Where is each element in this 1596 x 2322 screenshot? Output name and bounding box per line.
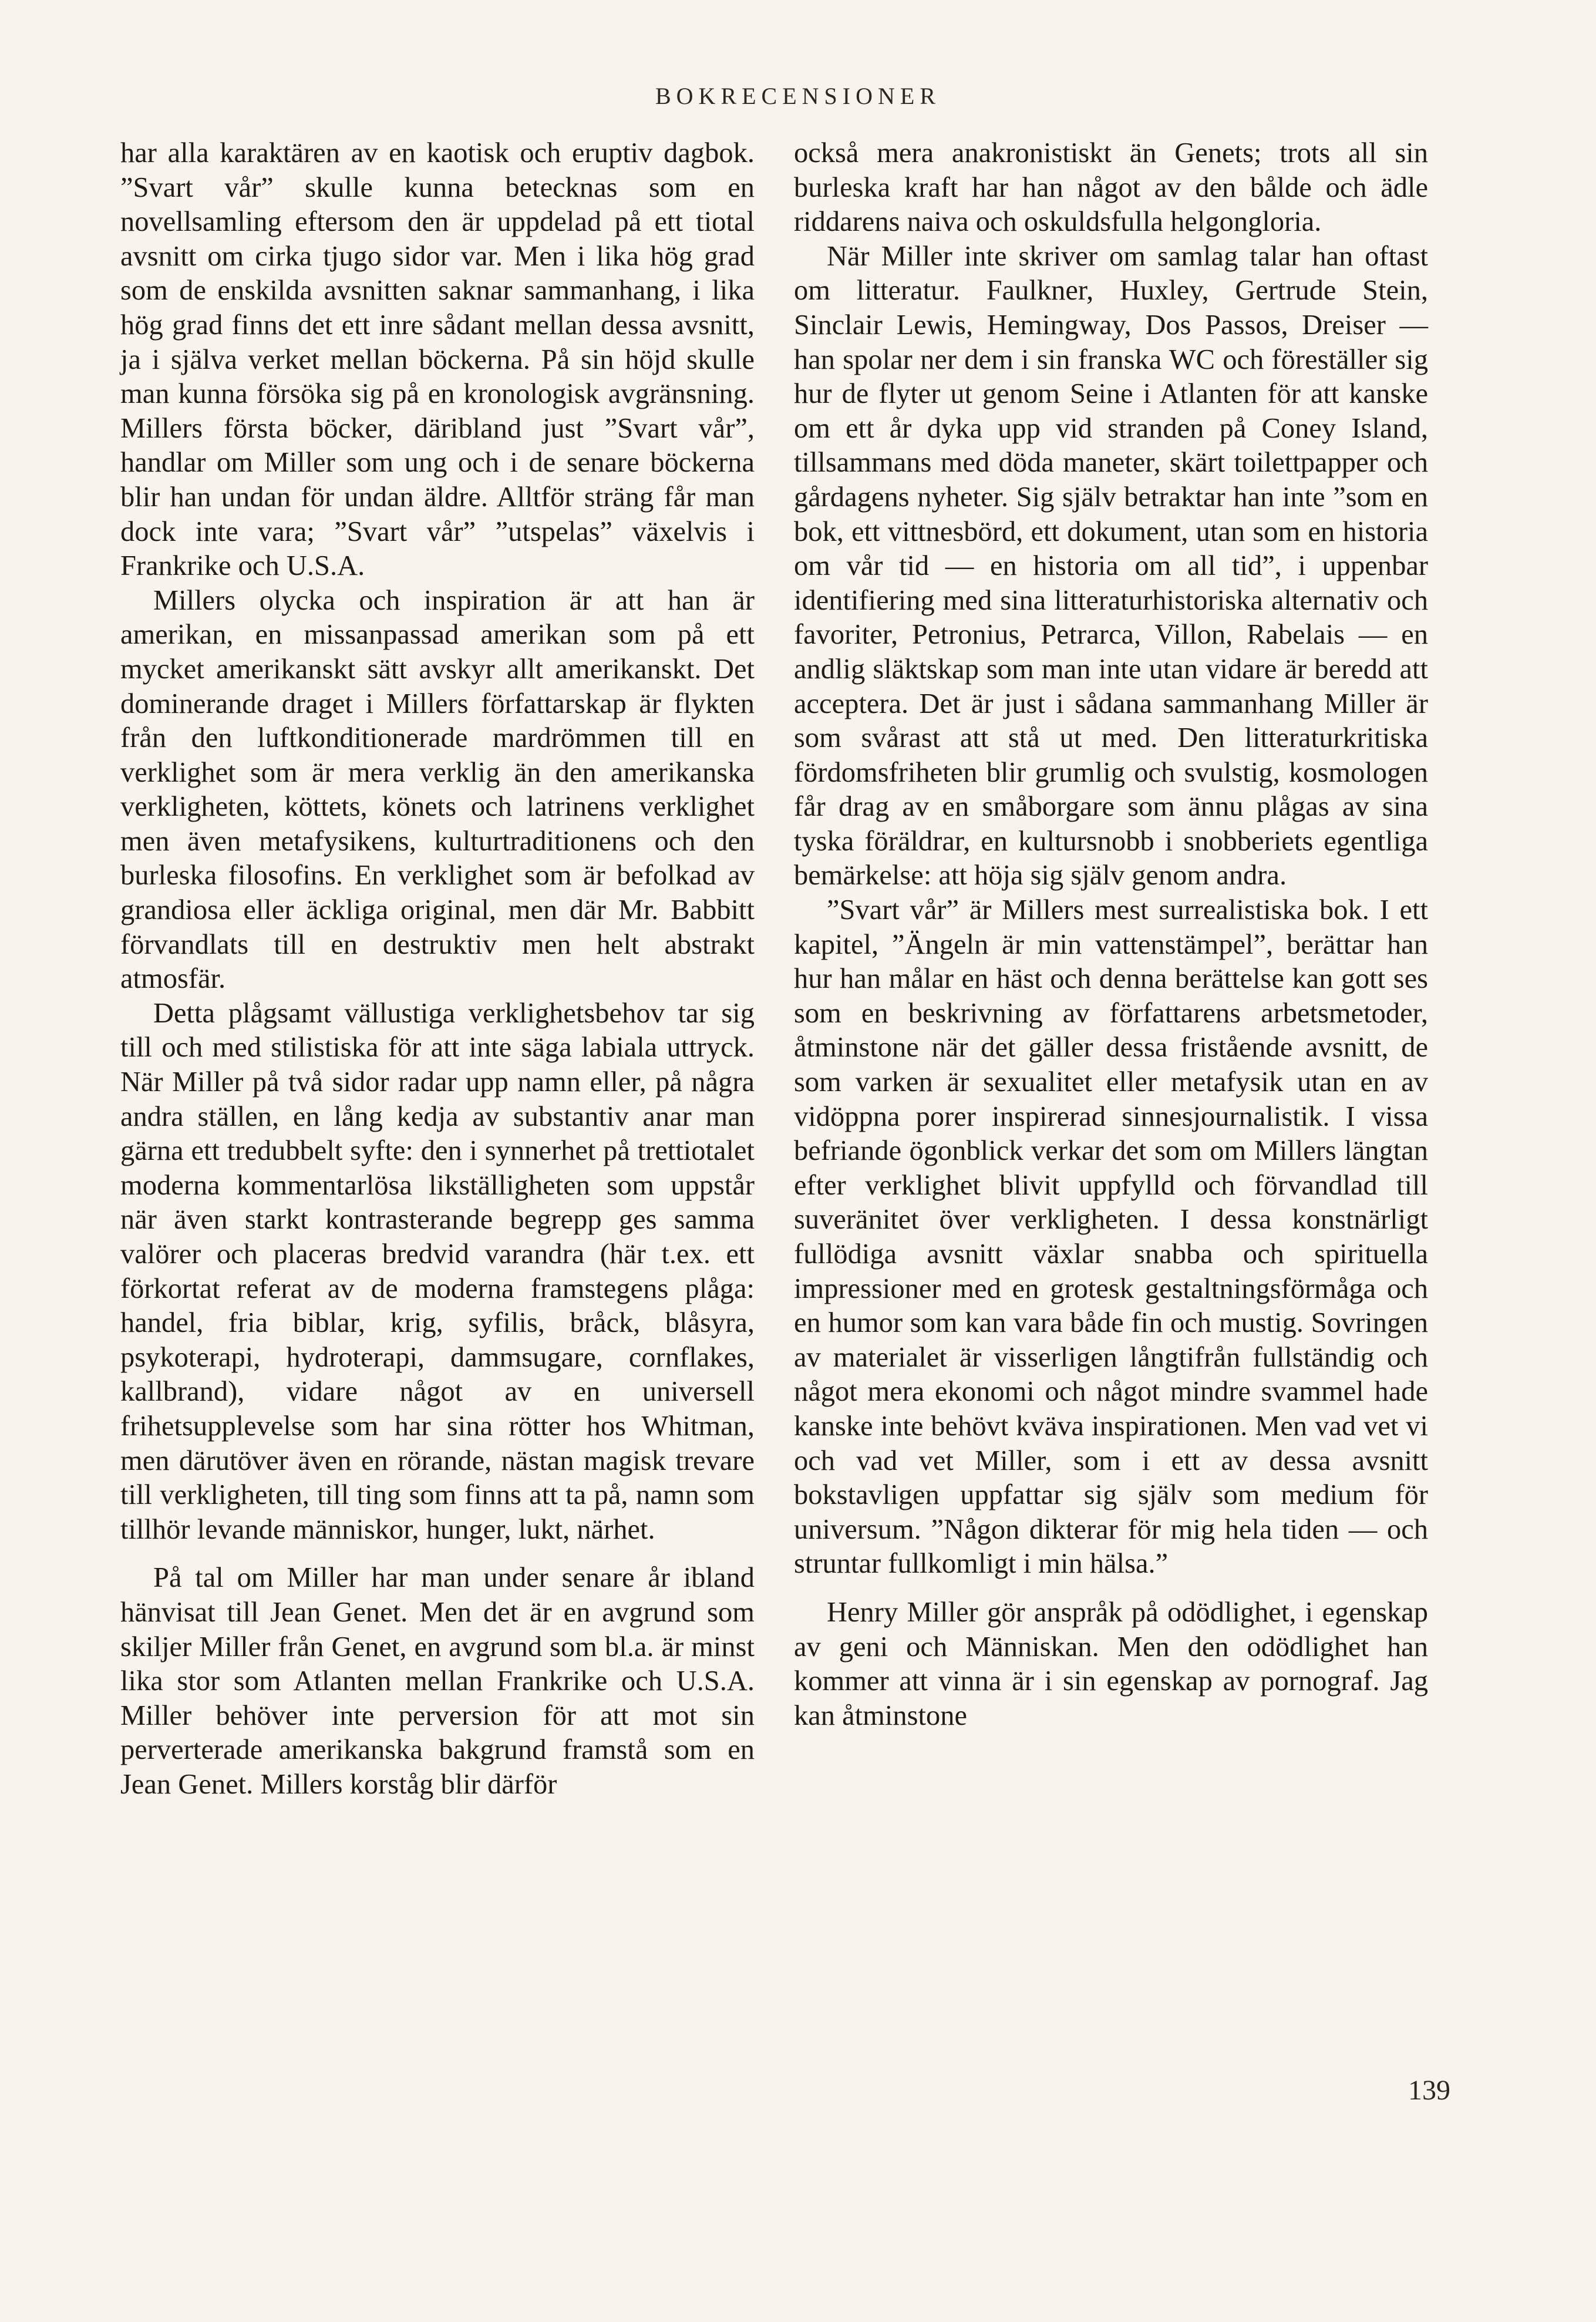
paragraph: På tal om Miller har man under senare år ibland hänvisat till Jean Genet. Men det är en avgrund som skiljer Miller från Genet, en avgrund som bl.a. är minst lika stor som Atlanten mellan Frankrike och U.S.A. Miller behöver inte perversion för att mot sin perverterade amerikanska bakgrund framstå som en Jean Genet. Millers korståg blir därför [120,1562,755,1800]
paragraph: också mera anakronistiskt än Genets; trots all sin burleska kraft har han något av den bålde och ädle riddarens naiva och oskuldsfulla helgongloria. [794,137,1428,238]
left-column [120,136,755,1802]
paragraph: ”Svart vår” är Millers mest surrealistiska bok. I ett kapitel, ”Ängeln är min vattenstämpel”, berättar han hur han målar en häst och denna berättelse kan gott ses som en beskrivning av författarens arbetsmetoder, åtminstone när det gäller dessa fristående avsnitt, de som varken är sexualitet eller metafysik utan en av vidöppna porer inspirerad sinnesjournalistik. I vissa befriande ögonblick verkar det som om Millers längtan efter verklighet blivit uppfylld och förvandlad till suveränitet över verkligheten. I dessa konstnärligt fullödiga avsnitt växlar snabba och spirituella impressioner med en grotesk gestaltningsförmåga och en humor som kan vara både fin och mustig. Sovringen av materialet är visserligen långtifrån fullständig och något mera ekonomi och något mindre svammel hade kanske inte behövt kväva inspirationen. Men vad vet vi och vad vet Miller, som i ett av dessa avsnitt bokstavligen uppfattar sig själv som medium för universum. ”Någon dikterar för mig hela tiden — och struntar fullkomligt i min hälsa.” [794,894,1428,1580]
right-column [794,136,1428,1733]
paragraph: Detta plågsamt vällustiga verklighetsbehov tar sig till och med stilistiska för att inte säga labiala uttryck. När Miller på två sidor radar upp namn eller, på några andra ställen, en lång kedja av substantiv anar man gärna ett tredubbelt syfte: den i synnerhet på trettiotalet moderna kommentarlösa likställigheten som uppstår när även starkt kontrasterande begrepp ges samma valörer och placeras bredvid varandra (här t.ex. ett förkortat referat av de moderna framstegens plåga: handel, fria biblar, krig, syfilis, bråck, blåsyra, psykoterapi, hydroterapi, dammsugare, cornflakes, kallbrand), vidare något av en universell frihetsupplevelse som har sina rötter hos Whitman, men därutöver även en rörande, nästan magisk trevare till verkligheten, till ting som finns att ta på, namn som tillhör levande människor, hunger, lukt, närhet. [120,997,755,1545]
paragraph: Millers olycka och inspiration är att han är amerikan, en missanpassad amerikan som på ett mycket amerikanskt sätt avskyr allt amerikanskt. Det dominerande draget i Millers författarskap är flykten från den luftkonditionerade mardrömmen till en verklighet som är mera verklig än den amerikanska verkligheten, köttets, könets och latrinens verklighet men även metafysikens, kulturtraditionens och den burleska filosofins. En verklighet som är befolkad av grandiosa eller äckliga original, men där Mr. Babbitt förvandlats till en destruktiv men helt abstrakt atmosfär. [120,584,755,995]
paragraph: När Miller inte skriver om samlag talar han oftast om litteratur. Faulkner, Huxley, Gertrude Stein, Sinclair Lewis, Hemingway, Dos Passos, Dreiser — han spolar ner dem i sin franska WC och föreställer sig hur de flyter ut genom Seine i Atlanten för att kanske om ett år dyka upp vid stranden på Coney Island, tillsammans med döda maneter, skärt toilettpapper och gårdagens nyheter. Sig själv betraktar han inte ”som en bok, ett vittnesbörd, ett dokument, utan som en historia om vår tid — en historia om all tid”, i uppenbar identifiering med sina litteraturhistoriska alternativ och favoriter, Petronius, Petrarca, Villon, Rabelais — en andlig släktskap som man inte utan vidare är beredd att acceptera. Det är just i sådana sammanhang Miller är som svårast att stå ut med. Den litteraturkritiska fördomsfriheten blir grumlig och svulstig, kosmologen får drag av en småborgare som ännu plågas av sina tyska föräldrar, en kultursnobb i snobberiets egentliga bemärkelse: att höja sig själv genom andra. [794,240,1428,891]
paragraph: har alla karaktären av en kaotisk och eruptiv dagbok. ”Svart vår” skulle kunna betecknas som en novellsamling eftersom den är uppdelad på ett tiotal avsnitt om cirka tjugo sidor var. Men i lika hög grad som de enskilda avsnitten saknar sammanhang, i lika hög grad finns det ett inre sådant mellan dessa avsnitt, ja i själva verket mellan böckerna. På sin höjd skulle man kunna försöka sig på en kronologisk avgränsning. Millers första böcker, däribland just ”Svart vår”, handlar om Miller som ung och i de senare böckerna blir han undan för undan äldre. Alltför sträng får man dock inte vara; ”Svart vår” ”utspelas” växelvis i Frankrike och U.S.A. [120,137,755,582]
paragraph: Henry Miller gör anspråk på odödlighet, i egenskap av geni och Människan. Men den odödlighet han kommer att vinna är i sin egenskap av pornograf. Jag kan åtminstone [794,1596,1428,1731]
running-head: BOKRECENSIONER [655,83,941,109]
page-number: 139 [1408,2075,1450,2106]
